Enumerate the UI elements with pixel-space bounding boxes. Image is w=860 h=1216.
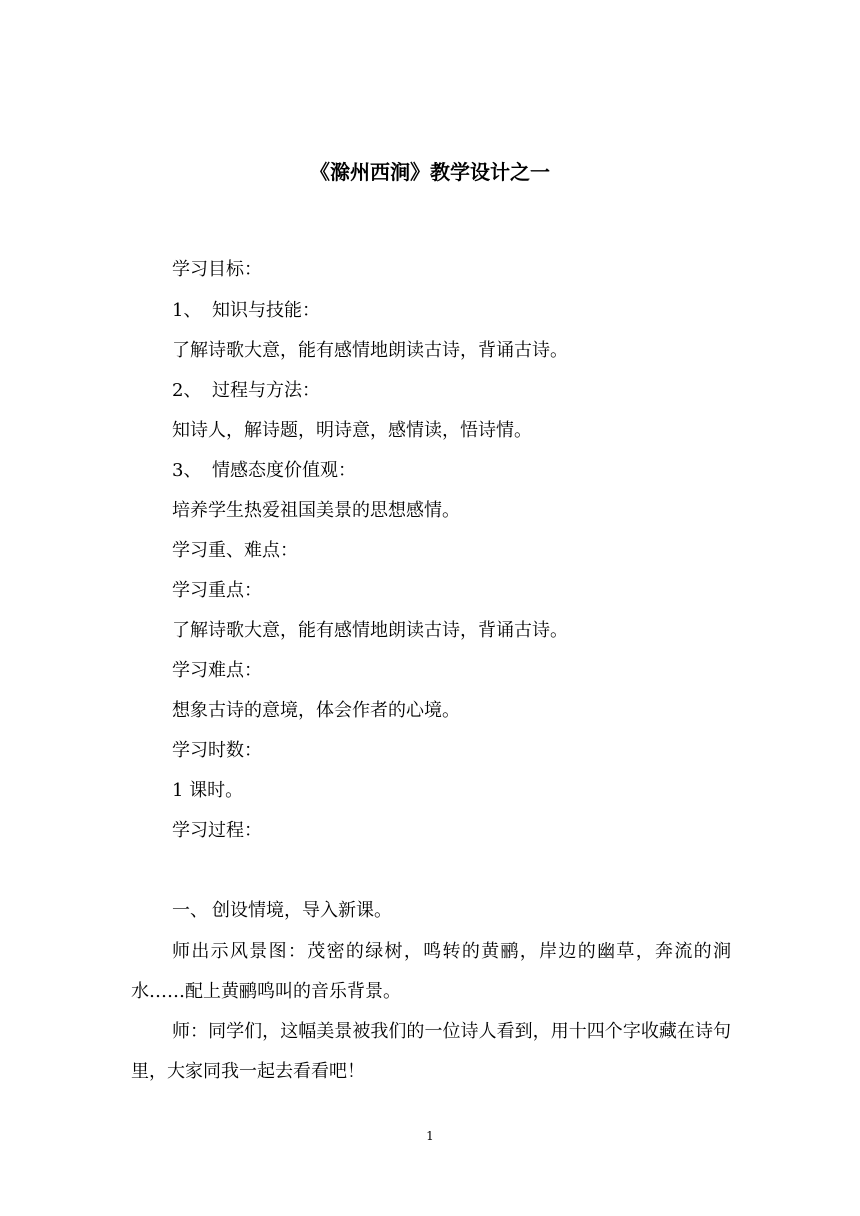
paragraph-1: 师出示风景图：茂密的绿树，鸣转的黄鹂，岸边的幽草，奔流的涧水……配上黄鹂鸣叫的音乐背景。 xyxy=(131,941,731,1002)
objective-1-number: 1、 xyxy=(172,300,202,321)
objective-1-label: 知识与技能： xyxy=(212,300,320,321)
objective-2-label: 过程与方法： xyxy=(212,380,320,401)
objective-2 xyxy=(172,378,320,404)
objective-3-text: 培养学生热爱祖国美景的思想感情。 xyxy=(172,500,460,521)
keypoints-heading: 学习重、难点： xyxy=(172,540,298,561)
objectives-heading: 学习目标： xyxy=(172,259,262,280)
process-heading: 学习过程： xyxy=(172,820,262,841)
section-1-number: 一、 xyxy=(172,900,208,921)
section-1-title: 创设情境，导入新课。 xyxy=(212,900,392,921)
key-text: 了解诗歌大意，能有感情地朗读古诗，背诵古诗。 xyxy=(172,620,568,641)
page-number: 1 xyxy=(426,1129,434,1143)
section-1-heading xyxy=(172,898,392,924)
objective-2-text: 知诗人，解诗题，明诗意，感情读，悟诗情。 xyxy=(172,420,532,441)
hours-heading: 学习时数： xyxy=(172,740,262,761)
key-heading: 学习重点： xyxy=(172,580,262,601)
objective-2-number: 2、 xyxy=(172,380,202,401)
objective-3-number: 3、 xyxy=(172,460,202,481)
paragraph-2: 师：同学们，这幅美景被我们的一位诗人看到，用十四个字收藏在诗句里，大家同我一起去看看吧！ xyxy=(131,1021,731,1082)
difficulty-heading: 学习难点： xyxy=(172,660,262,681)
hours-text: 1 课时。 xyxy=(172,780,244,801)
objective-1 xyxy=(172,298,320,324)
objective-1-text: 了解诗歌大意，能有感情地朗读古诗，背诵古诗。 xyxy=(172,340,568,361)
difficulty-text: 想象古诗的意境，体会作者的心境。 xyxy=(172,700,460,721)
objective-3 xyxy=(172,458,356,484)
document-title: 《滁州西涧》教学设计之一 xyxy=(310,160,550,184)
objective-3-label: 情感态度价值观： xyxy=(212,460,356,481)
